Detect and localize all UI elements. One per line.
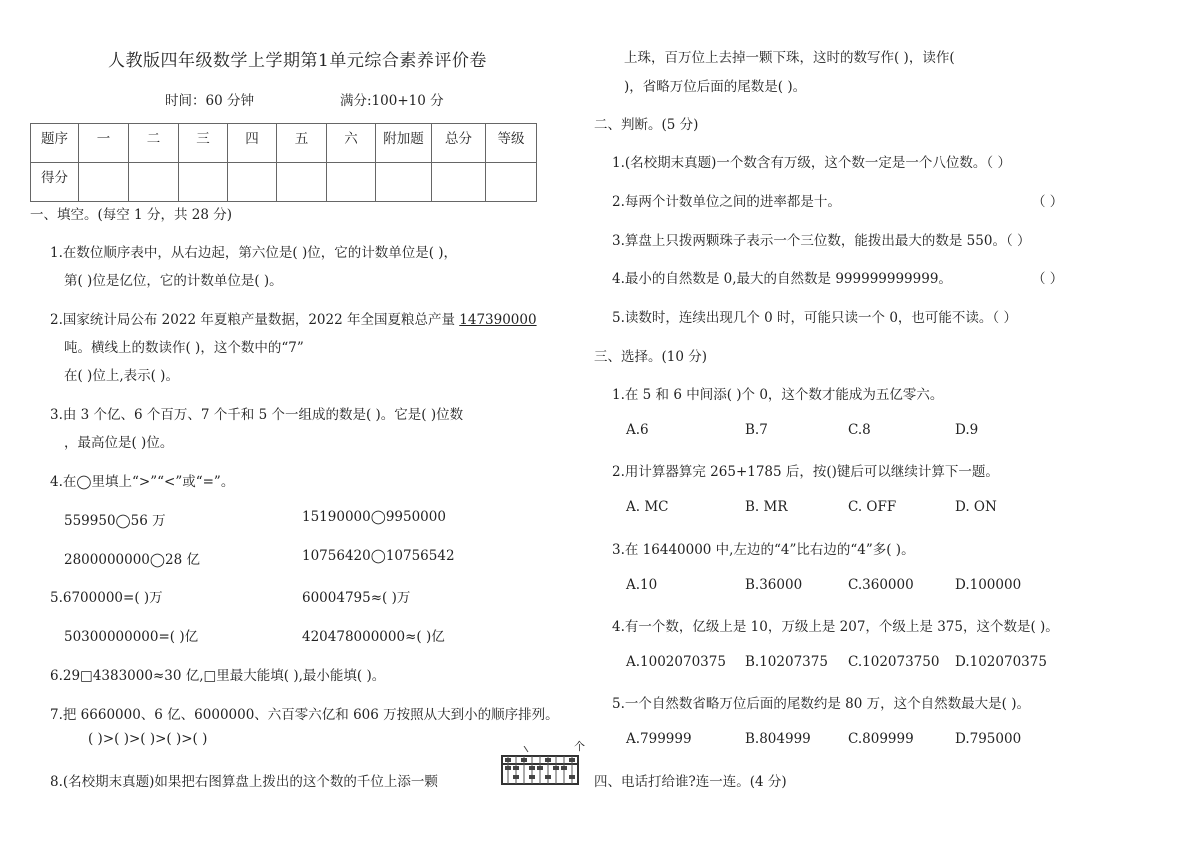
q6: 6.29□4383000≈30 亿,□里最大能填( ),最小能填( )。 [50,668,386,684]
score-cell[interactable] [179,163,228,202]
q4-compare-3: 2800000000◯28 亿 [64,552,200,568]
th-total: 总分 [432,124,486,163]
choice-5-opt-d[interactable]: D.795000 [955,731,1022,747]
judge-4: 4.最小的自然数是 0,最大的自然数是 999999999999。 [612,271,952,287]
q8-line-1: 8.(名校期末真题)如果把右图算盘上拨出的这个数的千位上添一颗 [50,774,438,790]
section-4-heading: 四、电话打给谁?连一连。(4 分) [594,774,787,790]
q5-item-3: 50300000000=( )亿 [64,629,199,645]
score-cell[interactable] [277,163,327,202]
q3-line-1: 3.由 3 个亿、6 个百万、7 个千和 5 个一组成的数是( )。它是( )位数 [50,407,464,423]
q2-text: 2.国家统计局公布 2022 年夏粮产量数据，2022 年全国夏粮总产量 [50,312,460,328]
th-tixu: 题序 [31,124,79,163]
q2-line-1 [50,308,537,328]
q4-compare-4: 10756420◯10756542 [302,548,455,564]
q8-line-3: )，省略万位后面的尾数是( )。 [624,79,807,95]
score-cell[interactable] [79,163,129,202]
q4-heading: 4.在◯里填上“>”“<”或“=”。 [50,474,235,490]
choice-1-opt-a[interactable]: A.6 [626,422,649,438]
choice-3-opt-c[interactable]: C.360000 [848,577,914,593]
choice-4-opt-d[interactable]: D.102070375 [955,654,1047,670]
q7-answer-line: ( )>( )>( )>( )>( ) [88,731,208,747]
judge-2: 2.每两个计数单位之间的进率都是十。 [612,194,841,210]
choice-4-opt-b[interactable]: B.10207375 [745,654,828,670]
q2-line-2: 吨。横线上的数读作( )，这个数中的“7” [64,340,304,356]
choice-4-opt-c[interactable]: C.102073750 [848,654,940,670]
choice-5-opt-a[interactable]: A.799999 [626,731,692,747]
judge-4-paren[interactable]: （ ） [1032,271,1064,287]
score-cell[interactable] [129,163,179,202]
q5-item-4: 420478000000≈( )亿 [302,629,445,645]
th-6: 六 [327,124,376,163]
score-cell[interactable] [486,163,537,202]
score-cell[interactable] [228,163,277,202]
th-grade: 等级 [486,124,537,163]
choice-1-opt-b[interactable]: B.7 [745,422,768,438]
choice-5-opt-c[interactable]: C.809999 [848,731,914,747]
choice-4-opt-a[interactable]: A.1002070375 [626,654,726,670]
th-5: 五 [277,124,327,163]
score-table-header-row [31,124,537,163]
choice-2-opt-a[interactable]: A. MC [626,499,669,515]
choice-1-opt-c[interactable]: C.8 [848,422,871,438]
th-4: 四 [228,124,277,163]
th-2: 二 [129,124,179,163]
q5-item-2: 60004795≈( )万 [302,590,411,606]
choice-1: 1.在 5 和 6 中间添( )个 0，这个数才能成为五亿零六。 [612,387,944,403]
judge-2-paren[interactable]: （ ） [1032,194,1064,210]
page-title: 人教版四年级数学上学期第1单元综合素养评价卷 [108,51,487,71]
section-1-heading: 一、填空。(每空 1 分，共 28 分) [30,207,232,223]
q7: 7.把 6660000、6 亿、6000000、六百零六亿和 606 万按照从大到小的顺序排列。 [50,707,559,723]
section-3-heading: 三、选择。(10 分) [594,349,708,365]
q8-line-2: 上珠，百万位上去掉一颗下珠，这时的数写作( )，读作( [624,50,955,66]
abacus-unit-mark: 个 [574,740,585,753]
score-cell[interactable] [432,163,486,202]
choice-2-opt-d[interactable]: D. ON [955,499,997,515]
judge-1: 1.(名校期末真题)一个数含有万级，这个数一定是一个八位数。（ ） [612,155,1011,171]
row-label-defen: 得分 [31,163,79,202]
th-3: 三 [179,124,228,163]
choice-5-opt-b[interactable]: B.804999 [745,731,811,747]
choice-3-opt-d[interactable]: D.100000 [955,577,1022,593]
exam-full-score: 满分:100+10 分 [340,93,444,109]
th-bonus: 附加题 [376,124,432,163]
section-2-heading: 二、判断。(5 分) [594,117,699,133]
choice-5: 5.一个自然数省略万位后面的尾数约是 80 万，这个自然数最大是( )。 [612,696,1030,712]
q2-underlined-number: 147390000 [459,312,537,328]
q5-item-1: 5.6700000=( )万 [50,590,163,606]
choice-4: 4.有一个数，亿级上是 10，万级上是 207，个级上是 375，这个数是( )。 [612,619,1059,635]
judge-5: 5.读数时，连续出现几个 0 时，可能只读一个 0，也可能不读。（ ） [612,310,1017,326]
q3-line-2: ，最高位是( )位。 [64,435,174,451]
q1-line-2: 第( )位是亿位，它的计数单位是( )。 [64,273,283,289]
choice-3-opt-a[interactable]: A.10 [626,577,658,593]
choice-1-opt-d[interactable]: D.9 [955,422,979,438]
q4-compare-2: 15190000◯9950000 [302,509,446,525]
q2-line-3: 在( )位上,表示( )。 [64,368,179,384]
exam-time: 时间：60 分钟 [165,93,254,109]
score-cell[interactable] [376,163,432,202]
score-cell[interactable] [327,163,376,202]
choice-2-opt-b[interactable]: B. MR [745,499,788,515]
choice-3: 3.在 16440000 中,左边的“4”比右边的“4”多( )。 [612,542,915,558]
choice-2: 2.用计算器算完 265+1785 后，按()键后可以继续计算下一题。 [612,464,999,480]
abacus-icon [500,746,580,786]
q1-line-1: 1.在数位顺序表中，从右边起，第六位是( )位，它的计数单位是( )， [50,245,458,261]
choice-3-opt-b[interactable]: B.36000 [745,577,803,593]
score-table [30,123,537,202]
choice-2-opt-c[interactable]: C. OFF [848,499,897,515]
th-1: 一 [79,124,129,163]
q4-compare-1: 559950◯56 万 [64,513,166,529]
judge-3: 3.算盘上只拨两颗珠子表示一个三位数，能拨出最大的数是 550。（ ） [612,233,1031,249]
score-table-score-row [31,163,537,202]
